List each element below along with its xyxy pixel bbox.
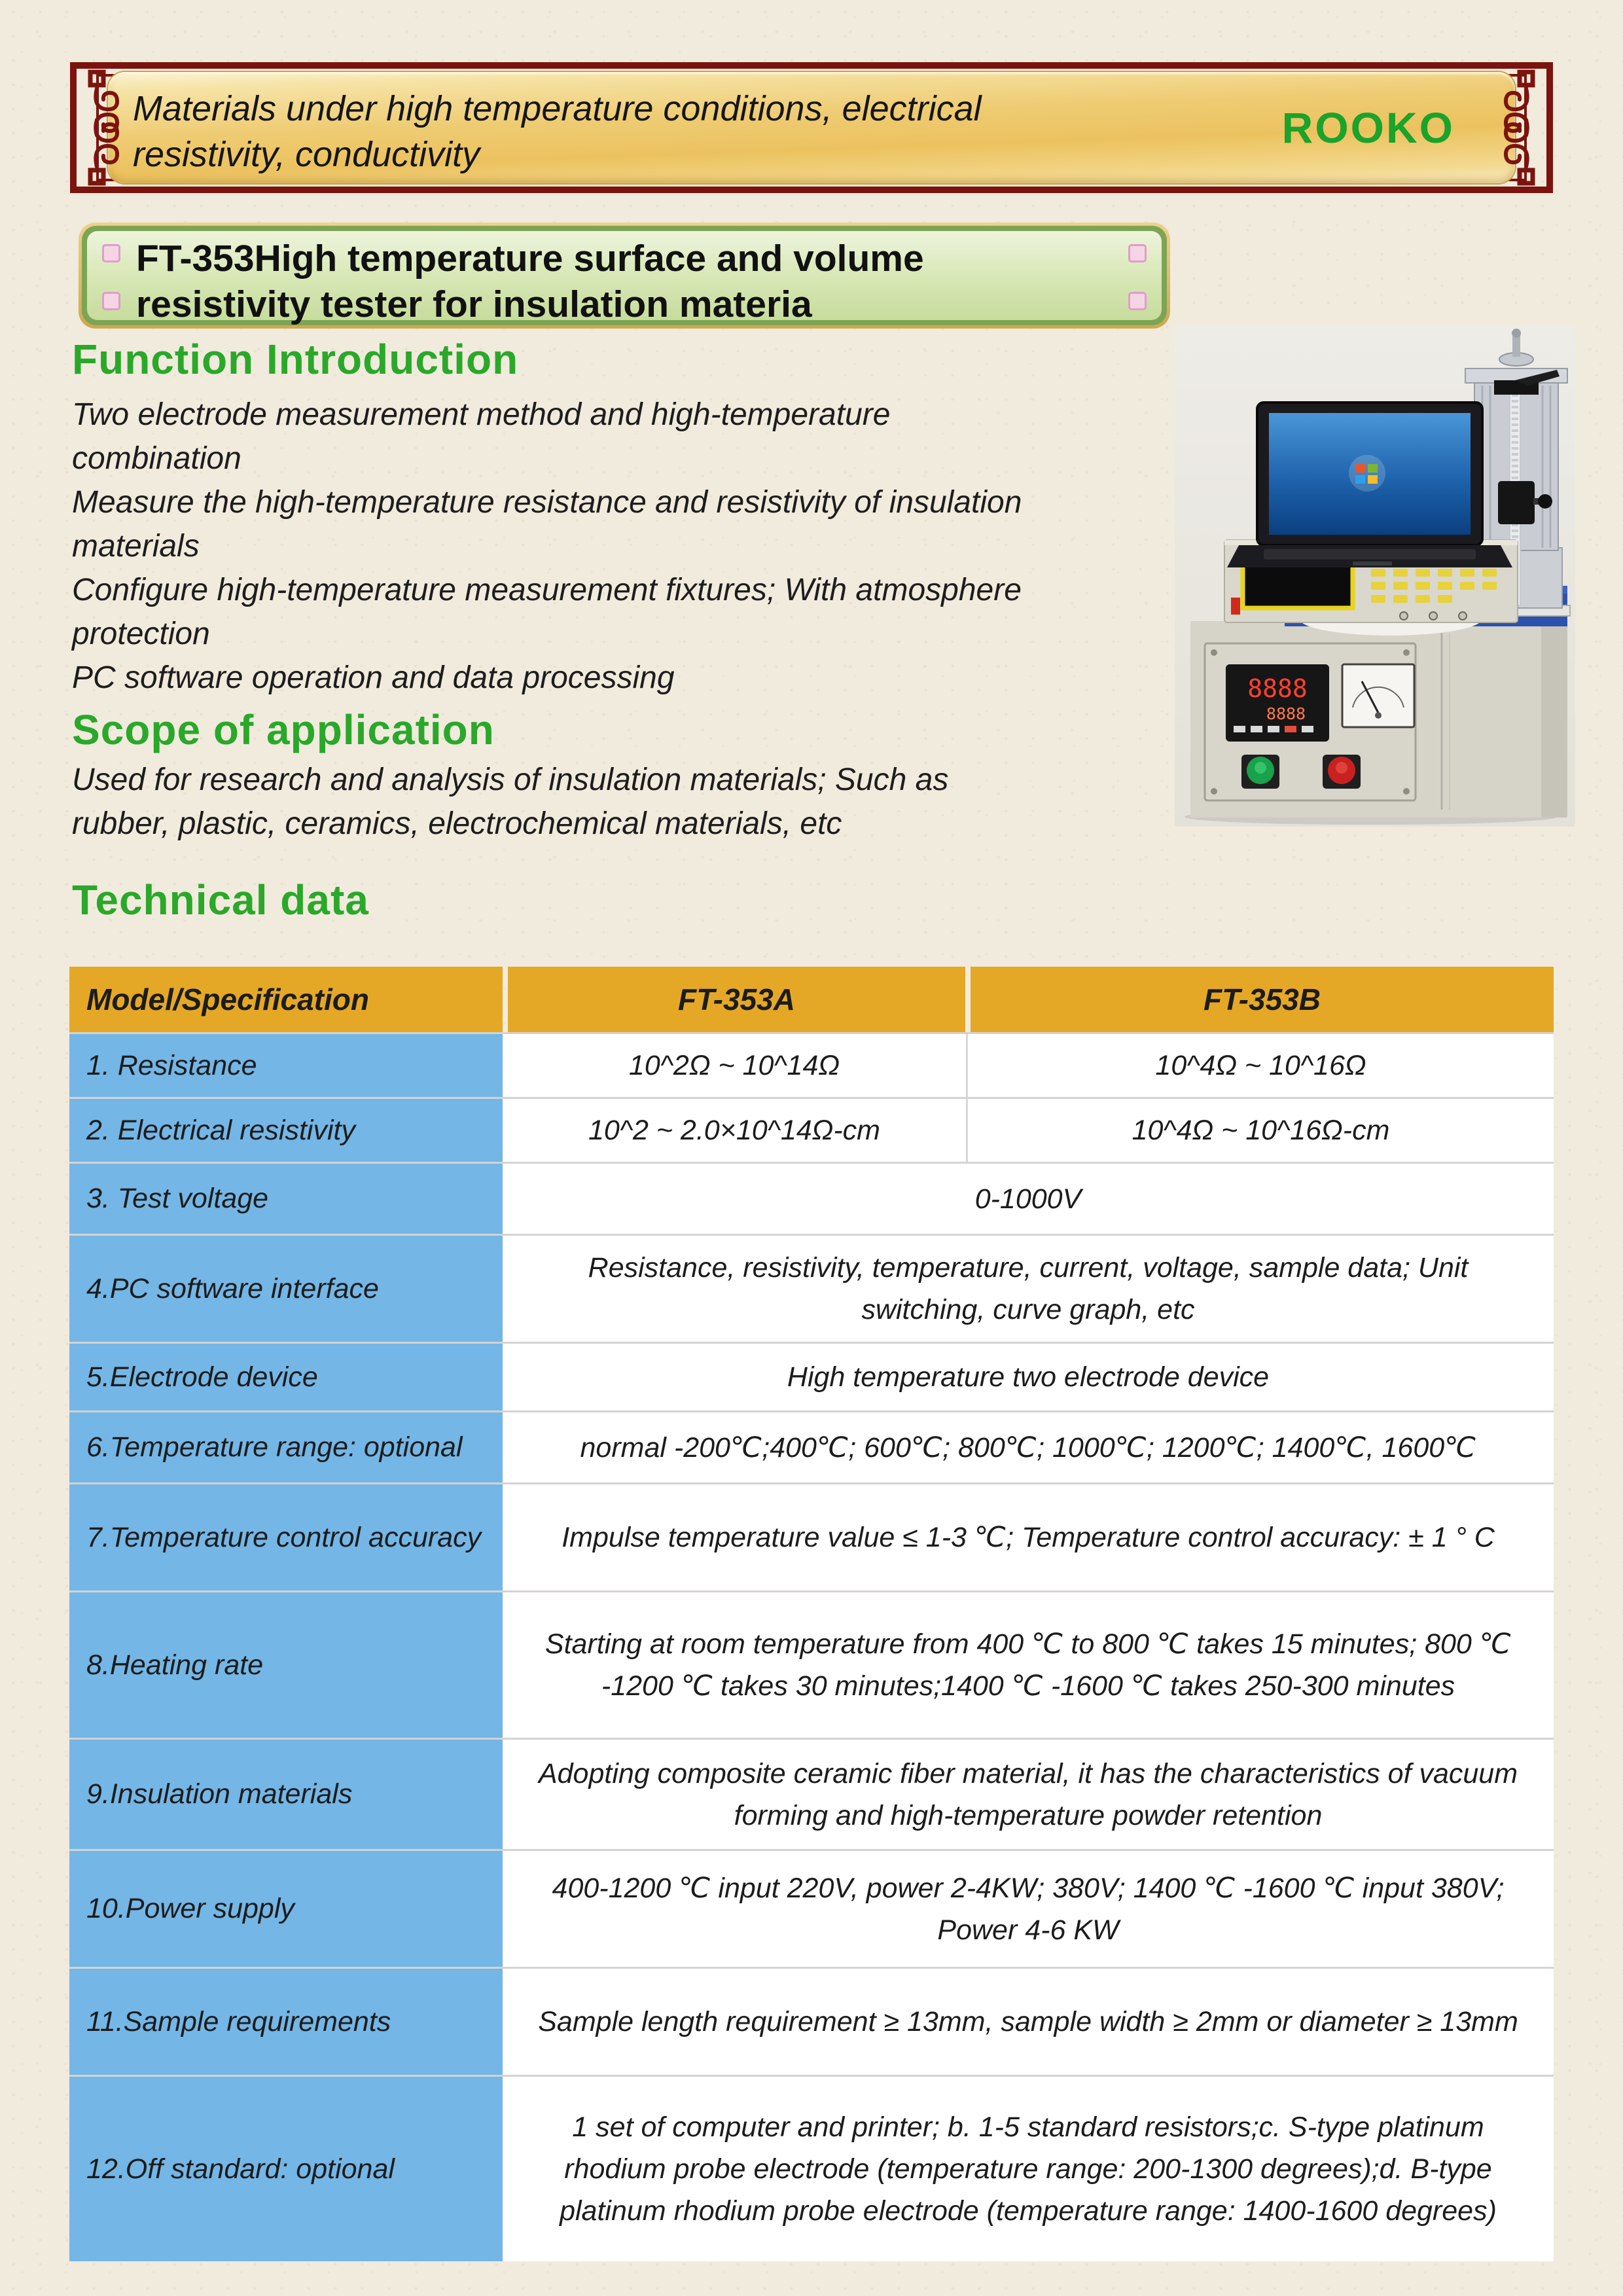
product-title-line2: resistivity tester for insulation materia (136, 283, 812, 325)
function-introduction-heading: Function Introduction (72, 336, 519, 383)
corner-marker-icon (1128, 292, 1147, 310)
cell-merged: Starting at room temperature from 400 ℃ to 800 ℃ takes 15 minutes; 800 ℃ -1200 ℃ takes 30 minutes;1400 ℃ -1600 ℃ takes 250-300 minutes (503, 1592, 1554, 1738)
row-label: 12.Off standard: optional (69, 2077, 503, 2261)
corner-scroll-icon (1495, 96, 1537, 188)
intro-line: protection (72, 617, 210, 651)
table-row (69, 1590, 1554, 1738)
table-row (69, 1482, 1554, 1590)
temperature-controller-display (1226, 664, 1329, 742)
laptop (1227, 403, 1512, 567)
cell-merged: 400-1200 ℃ input 220V, power 2-4KW; 380V; 1400 ℃ -1600 ℃ input 380V; Power 4-6 KW (503, 1851, 1554, 1967)
cell-merged: Sample length requirement ≥ 13mm, sample width ≥ 2mm or diameter ≥ 13mm (503, 1969, 1554, 2075)
corner-scroll-icon (86, 96, 128, 188)
cell-ft353b: 10^4Ω ~ 10^16Ω-cm (966, 1099, 1554, 1162)
product-name-banner (79, 223, 1170, 329)
table-row (69, 1342, 1554, 1410)
row-label: 11.Sample requirements (69, 1969, 503, 2075)
corner-marker-icon (102, 292, 120, 310)
scope-line: rubber, plastic, ceramics, electrochemical materials, etc (72, 806, 842, 841)
cell-merged: 0-1000V (503, 1164, 1554, 1234)
row-label: 5.Electrode device (69, 1344, 503, 1410)
cell-ft353b: 10^4Ω ~ 10^16Ω (966, 1034, 1554, 1097)
svg-text:8888: 8888 (1266, 704, 1306, 723)
table-header-row (69, 967, 1554, 1032)
title-banner (70, 62, 1553, 193)
row-label: 3. Test voltage (69, 1164, 503, 1234)
cell-merged: normal -200℃;400℃; 600℃; 800℃; 1000℃; 1200℃; 1400℃, 1600℃ (503, 1412, 1554, 1482)
row-label: 2. Electrical resistivity (69, 1099, 503, 1162)
corner-marker-icon (1128, 244, 1147, 262)
table-row (69, 1032, 1554, 1097)
intro-line: PC software operation and data processing (72, 660, 675, 695)
page-title-line1: Materials under high temperature conditions, electrical (133, 89, 982, 128)
table-row (69, 1738, 1554, 1849)
table-row (69, 1162, 1554, 1234)
product-title-line1: FT-353High temperature surface and volume (136, 238, 924, 279)
tester-machine-illustration (1175, 325, 1575, 827)
laptop-keyboard (1264, 549, 1476, 560)
table-row (69, 1234, 1554, 1342)
product-title (136, 236, 924, 327)
power-switch (1231, 598, 1240, 615)
table-row (69, 1967, 1554, 2075)
row-label: 4.PC software interface (69, 1236, 503, 1342)
column-header-ft353b: FT-353B (971, 967, 1554, 1032)
page-title-line2: resistivity, conductivity (133, 135, 480, 174)
control-panel-door (1205, 643, 1416, 800)
row-label: 6.Temperature range: optional (69, 1412, 503, 1482)
scope-of-application-heading: Scope of application (72, 706, 495, 753)
cell-merged: 1 set of computer and printer; b. 1-5 standard resistors;c. S-type platinum rhodium probe electrode (temperature range: 200-1300 degrees);d. B-type platinum rhodium probe electrode (temperature range: 1400-1600 degrees) (503, 2077, 1554, 2261)
intro-line: Two electrode measurement method and high-temperature (72, 397, 891, 432)
analog-meter (1342, 664, 1414, 727)
cell-merged: Resistance, resistivity, temperature, current, voltage, sample data; Unit switching, curve graph, etc (503, 1236, 1554, 1342)
intro-line: Measure the high-temperature resistance and resistivity of insulation (72, 485, 1022, 520)
function-introduction-text (72, 393, 1022, 700)
table-row (69, 1410, 1554, 1482)
technical-data-heading: Technical data (72, 876, 369, 924)
cell-merged: Adopting composite ceramic fiber material, it has the characteristics of vacuum forming and high-temperature powder retention (503, 1740, 1554, 1849)
intro-line: combination (72, 441, 241, 476)
row-label: 7.Temperature control accuracy (69, 1484, 503, 1590)
page-title (133, 86, 982, 177)
corner-marker-icon (102, 244, 120, 262)
cell-ft353a: 10^2Ω ~ 10^14Ω (503, 1034, 966, 1097)
green-start-button (1241, 755, 1279, 789)
intro-line: Configure high-temperature measurement fixtures; With atmosphere (72, 573, 1022, 607)
cell-merged: Impulse temperature value ≤ 1-3 ℃; Temperature control accuracy: ± 1 ° C (503, 1484, 1554, 1590)
technical-data-table (69, 967, 1554, 2261)
brand-logo: ROOKO (1281, 103, 1455, 152)
svg-text:8888: 8888 (1247, 674, 1308, 703)
scope-line: Used for research and analysis of insulation materials; Such as (72, 762, 949, 797)
scope-of-application-text (72, 758, 948, 846)
product-photo (1175, 325, 1575, 827)
column-header-model: Model/Specification (69, 967, 503, 1032)
row-label: 10.Power supply (69, 1851, 503, 1967)
table-row (69, 1849, 1554, 1967)
row-label: 8.Heating rate (69, 1592, 503, 1738)
cell-merged: High temperature two electrode device (503, 1344, 1554, 1410)
table-row (69, 1097, 1554, 1162)
red-stop-button (1323, 755, 1361, 789)
column-header-ft353a: FT-353A (508, 967, 965, 1032)
cell-ft353a: 10^2 ~ 2.0×10^14Ω-cm (503, 1099, 966, 1162)
row-label: 1. Resistance (69, 1034, 503, 1097)
intro-line: materials (72, 529, 200, 564)
table-row (69, 2075, 1554, 2261)
row-label: 9.Insulation materials (69, 1740, 503, 1849)
